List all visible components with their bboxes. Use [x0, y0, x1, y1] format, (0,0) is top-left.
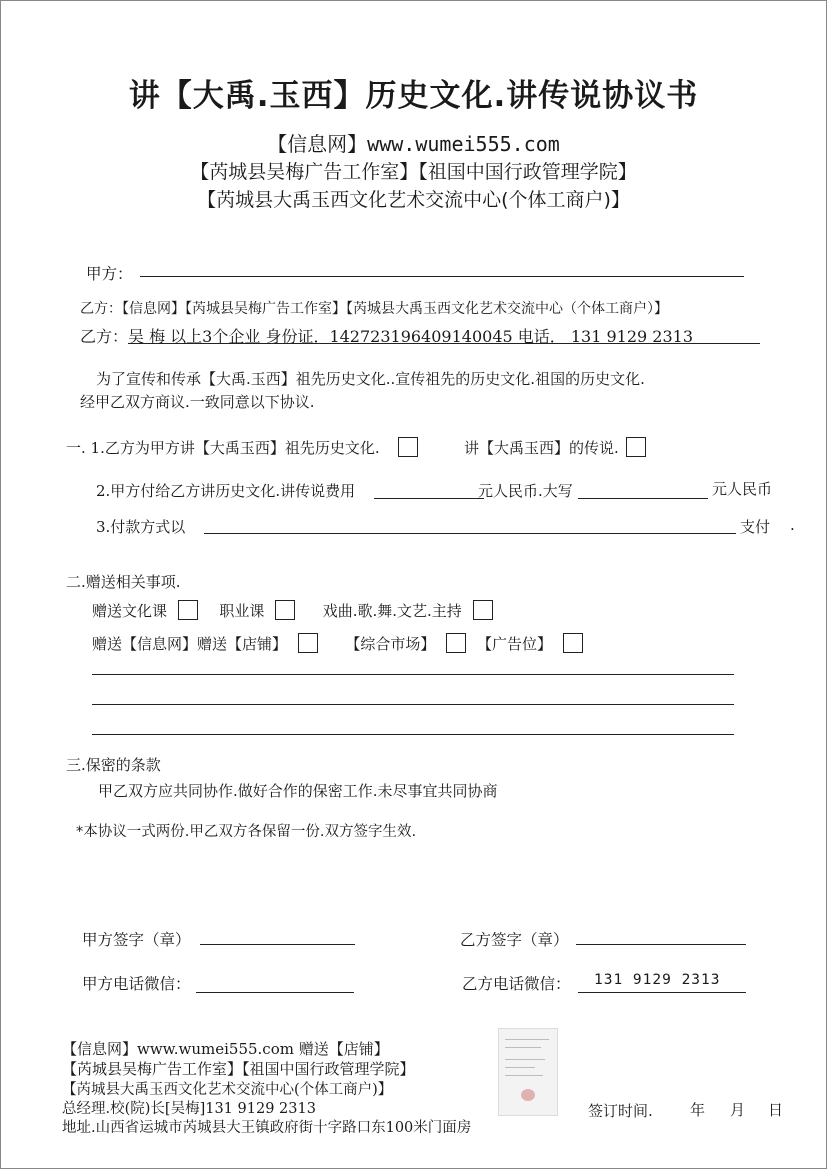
header-website: 【信息网】www.wumei555.com: [267, 132, 560, 156]
culture-course-checkbox[interactable]: [178, 600, 198, 620]
gift-row-1: [92, 600, 499, 621]
section-3-heading: 三.保密的条款: [66, 756, 161, 774]
legend-checkbox[interactable]: [626, 437, 646, 457]
party-b-detail: 吴 梅 以上3个企业 身份证．142723196409140045 电话． 131 9129 2313: [128, 327, 693, 346]
party-b-phone-underline: [578, 992, 746, 993]
arts-course-checkbox[interactable]: [473, 600, 493, 620]
party-b-underline: [128, 343, 760, 344]
party-a-label: 甲方：: [86, 265, 133, 283]
ad-slot-checkbox[interactable]: [563, 633, 583, 653]
section-2-heading: 二.赠送相关事项.: [66, 573, 181, 591]
fee-amount-field[interactable]: [374, 498, 484, 499]
clause-1-3-suffix: 支付: [740, 518, 771, 536]
seal-icon: [521, 1089, 535, 1101]
clause-1-1-legend-text: 讲【大禹玉西】的传说.: [463, 439, 619, 457]
gift-notes-line-2[interactable]: [92, 704, 734, 705]
party-a-phone-field[interactable]: [196, 992, 354, 993]
party-b-phone-label: 乙方电话微信：: [462, 975, 571, 993]
intro-line-1: 为了宣传和传承【大禹.玉西】祖先历史文化..宣传祖先的历史文化.祖国的历史文化.: [96, 370, 645, 388]
market-checkbox[interactable]: [446, 633, 466, 653]
gift-row-2: [92, 633, 589, 654]
party-a-signature-label: 甲方签字（章）: [82, 931, 191, 949]
gift-notes-line-3[interactable]: [92, 734, 734, 735]
shop-checkbox[interactable]: [298, 633, 318, 653]
party-b-orgs: 乙方：【信息网】【芮城县吴梅广告工作室】【芮城县大禹玉西文化艺术交流中心（个体工商户）】: [80, 301, 668, 317]
signing-date-label: 签订时间.: [588, 1102, 653, 1120]
clause-1-1: [66, 437, 652, 458]
clause-1-3-period: .: [790, 516, 795, 534]
intro-line-2: 经甲乙双方商议.一致同意以下协议.: [80, 393, 315, 411]
vocational-course-checkbox[interactable]: [275, 600, 295, 620]
footer-organizations: 【芮城县吴梅广告工作室】【祖国中国行政管理学院】: [62, 1060, 415, 1078]
certificate-thumbnail-image: [498, 1028, 558, 1116]
ad-slot-label: 【广告位】: [476, 635, 552, 653]
gift-notes-line-1[interactable]: [92, 674, 734, 675]
party-a-phone-label: 甲方电话微信：: [82, 975, 191, 993]
party-b-label: 乙方：: [80, 327, 129, 346]
confidentiality-clause: 甲乙双方应共同协作.做好合作的保密工作.未尽事宜共同协商: [98, 782, 498, 800]
party-b-phone-value: 131 9129 2313: [594, 972, 721, 988]
footer-manager: 总经理.校(院)长[吴梅]131 9129 2313: [62, 1101, 316, 1117]
footer-center-name: 【芮城县大禹玉西文化艺术交流中心(个体工商户)】: [62, 1082, 393, 1098]
fee-amount-uppercase-field[interactable]: [578, 498, 708, 499]
clause-1-2-suffix: 元人民币: [712, 480, 773, 498]
document-title: 讲【大禹.玉西】历史文化.讲传说协议书: [128, 78, 699, 114]
vocational-course-label: 职业课: [219, 602, 265, 620]
footer-address: 地址.山西省运城市芮城县大王镇政府街十字路口东100米门面房: [62, 1120, 472, 1136]
clause-1-1-text: 一. 1.乙方为甲方讲【大禹玉西】祖先历史文化.: [66, 439, 380, 457]
party-a-name-field[interactable]: [140, 276, 744, 277]
party-b-signature-label: 乙方签字（章）: [460, 931, 569, 949]
arts-course-label: 戏曲.歌.舞.文艺.主持: [322, 602, 462, 620]
header-center-name: 【芮城县大禹玉西文化艺术交流中心(个体工商户)】: [197, 189, 630, 211]
payment-method-field[interactable]: [204, 533, 736, 534]
clause-1-2-text: 2.甲方付给乙方讲历史文化.讲传说费用: [96, 482, 356, 500]
history-culture-checkbox[interactable]: [398, 437, 418, 457]
culture-course-label: 赠送文化课: [92, 602, 168, 620]
party-a-signature-field[interactable]: [200, 944, 355, 945]
header-organizations: 【芮城县吴梅广告工作室】【祖国中国行政管理学院】: [190, 161, 637, 183]
clause-1-2-mid: 元人民币.大写: [478, 482, 573, 500]
party-b-signature-field[interactable]: [576, 944, 746, 945]
date-day-label: 日: [768, 1101, 784, 1119]
clause-1-3-text: 3.付款方式以: [96, 518, 186, 536]
info-net-shop-label: 赠送【信息网】赠送【店铺】: [92, 635, 288, 653]
footer-website: 【信息网】www.wumei555.com 赠送【店铺】: [62, 1040, 389, 1058]
date-month-label: 月: [730, 1101, 746, 1119]
agreement-note: *本协议一式两份.甲乙双方各保留一份.双方签字生效.: [76, 824, 417, 840]
date-year-label: 年: [690, 1101, 706, 1119]
market-label: 【综合市场】: [345, 635, 436, 653]
